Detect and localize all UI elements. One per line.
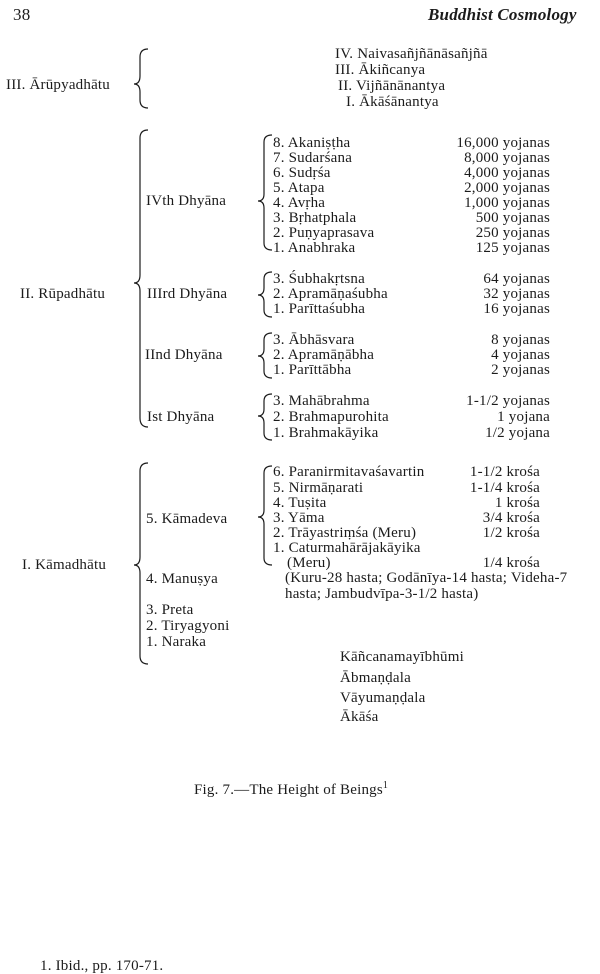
realm-height: 1-1/2 yojanas	[466, 393, 550, 409]
foundation-item: Kāñcanamayībhūmi	[340, 649, 464, 665]
realm-name: 3. Ābhāsvara	[273, 332, 355, 348]
foundation-item: Ābmaṇḍala	[340, 670, 411, 686]
realm-height: 1 krośa	[494, 495, 540, 511]
realm-height: 125 yojanas	[475, 240, 550, 256]
rupadhatu-label: II. Rūpadhātu	[20, 286, 106, 302]
realm-name: 1. Brahmakāyika	[273, 425, 379, 441]
realm-name: 3. Śubhakṛtsna	[273, 271, 365, 287]
realm-height: 1-1/2 krośa	[469, 464, 540, 480]
dhyana-label: IInd Dhyāna	[145, 347, 223, 363]
realm-name: 3. Yāma	[273, 510, 325, 526]
realm-height: 1/4 krośa	[482, 555, 540, 571]
realm-height: 500 yojanas	[475, 210, 550, 226]
realm-height: 4,000 yojanas	[464, 165, 550, 181]
realm-height: 16,000 yojanas	[456, 135, 550, 151]
realm-height: 1,000 yojanas	[464, 195, 550, 211]
realm-name: 2. Trāyastriṃśa (Meru)	[273, 525, 417, 541]
realm-name: 5. Nirmāṇarati	[273, 480, 364, 496]
iind-dhyana-brace	[258, 333, 272, 378]
realm-name: 5. Atapa	[273, 180, 325, 196]
arupa-item: II. Vijñānānantya	[338, 78, 446, 94]
foundation-item: Ākāśa	[340, 709, 379, 725]
figure-caption	[194, 778, 388, 798]
kamadeva-label: 5. Kāmadeva	[146, 511, 228, 527]
realm-name: 1. Caturmahārājakāyika	[273, 540, 421, 556]
realm-name: 3. Bṛhatphala	[273, 210, 357, 226]
footnote: 1. Ibid., pp. 170-71.	[40, 958, 164, 974]
arupyadhatu-label: III. Ārūpyadhātu	[6, 77, 110, 93]
realm-height: 1/2 yojana	[485, 425, 550, 441]
lower-realm: 1. Naraka	[146, 634, 207, 650]
manusya-note: hasta; Jambudvīpa-3-1/2 hasta)	[285, 586, 479, 602]
lower-realm: 2. Tiryagyoni	[146, 618, 230, 634]
realm-height: 2,000 yojanas	[464, 180, 550, 196]
realm-name: 7. Sudarśana	[273, 150, 353, 166]
realm-height: 16 yojanas	[483, 301, 550, 317]
caption-note-mark: 1	[382, 780, 389, 791]
realm-name: 1. Parīttābha	[273, 362, 352, 378]
iiird-dhyana-brace	[258, 272, 272, 317]
kamadeva-brace	[258, 466, 272, 565]
realm-name: 2. Puṇyaprasava	[273, 225, 375, 241]
realm-height: 1/2 krośa	[482, 525, 540, 541]
arupa-item: IV. Naivasañjñānāsañjñā	[335, 46, 488, 62]
kamadhatu-label: I. Kāmadhātu	[22, 557, 107, 573]
realm-name: 2. Brahmapurohita	[273, 409, 389, 425]
caption-text: Fig. 7.—The Height of Beings	[194, 782, 383, 798]
realm-name: 1. Anabhraka	[273, 240, 356, 256]
manusya-note: (Kuru-28 hasta; Godānīya-14 hasta; Videha-7	[285, 570, 568, 586]
realm-name: 3. Mahābrahma	[273, 393, 370, 409]
lower-realm: 3. Preta	[146, 602, 194, 618]
realm-height: 1 yojana	[497, 409, 550, 425]
arupa-item: III. Ākiñcanya	[335, 62, 426, 78]
arupa-item: I. Ākāśānantya	[346, 94, 439, 110]
realm-height: 1-1/4 krośa	[469, 480, 540, 496]
realm-name: 1. Parīttaśubha	[273, 301, 366, 317]
realm-name: 6. Sudṛśa	[273, 165, 331, 181]
page-number: 38	[13, 5, 31, 24]
running-title: Buddhist Cosmology	[428, 5, 577, 24]
arupyadhatu-brace	[134, 49, 148, 108]
manusya-label: 4. Manuṣya	[146, 571, 218, 587]
realm-height: 64 yojanas	[483, 271, 550, 287]
realm-height: 2 yojanas	[491, 362, 550, 378]
realm-name: 2. Apramāṇaśubha	[273, 286, 388, 302]
ist-dhyana-brace	[258, 394, 272, 440]
realm-name: 4. Avṛha	[273, 195, 326, 211]
realm-height: 8 yojanas	[491, 332, 550, 348]
realm-name: 4. Tuṣita	[273, 495, 327, 511]
realm-height: 8,000 yojanas	[464, 150, 550, 166]
foundation-item: Vāyumaṇḍala	[340, 690, 426, 706]
realm-name: 6. Paranirmitavaśavartin	[273, 464, 425, 480]
meru-line: (Meru)	[287, 555, 331, 571]
realm-name: 8. Akaniṣṭha	[273, 135, 351, 151]
realm-height: 32 yojanas	[483, 286, 550, 302]
ivth-dhyana-brace	[258, 135, 272, 250]
rupadhatu-brace	[134, 130, 148, 427]
realm-name: 2. Apramāṇābha	[273, 347, 375, 363]
dhyana-label: IVth Dhyāna	[146, 193, 227, 209]
realm-height: 250 yojanas	[475, 225, 550, 241]
realm-height: 4 yojanas	[491, 347, 550, 363]
realm-height: 3/4 krośa	[482, 510, 540, 526]
dhyana-label: IIIrd Dhyāna	[147, 286, 228, 302]
dhyana-label: Ist Dhyāna	[147, 409, 215, 425]
